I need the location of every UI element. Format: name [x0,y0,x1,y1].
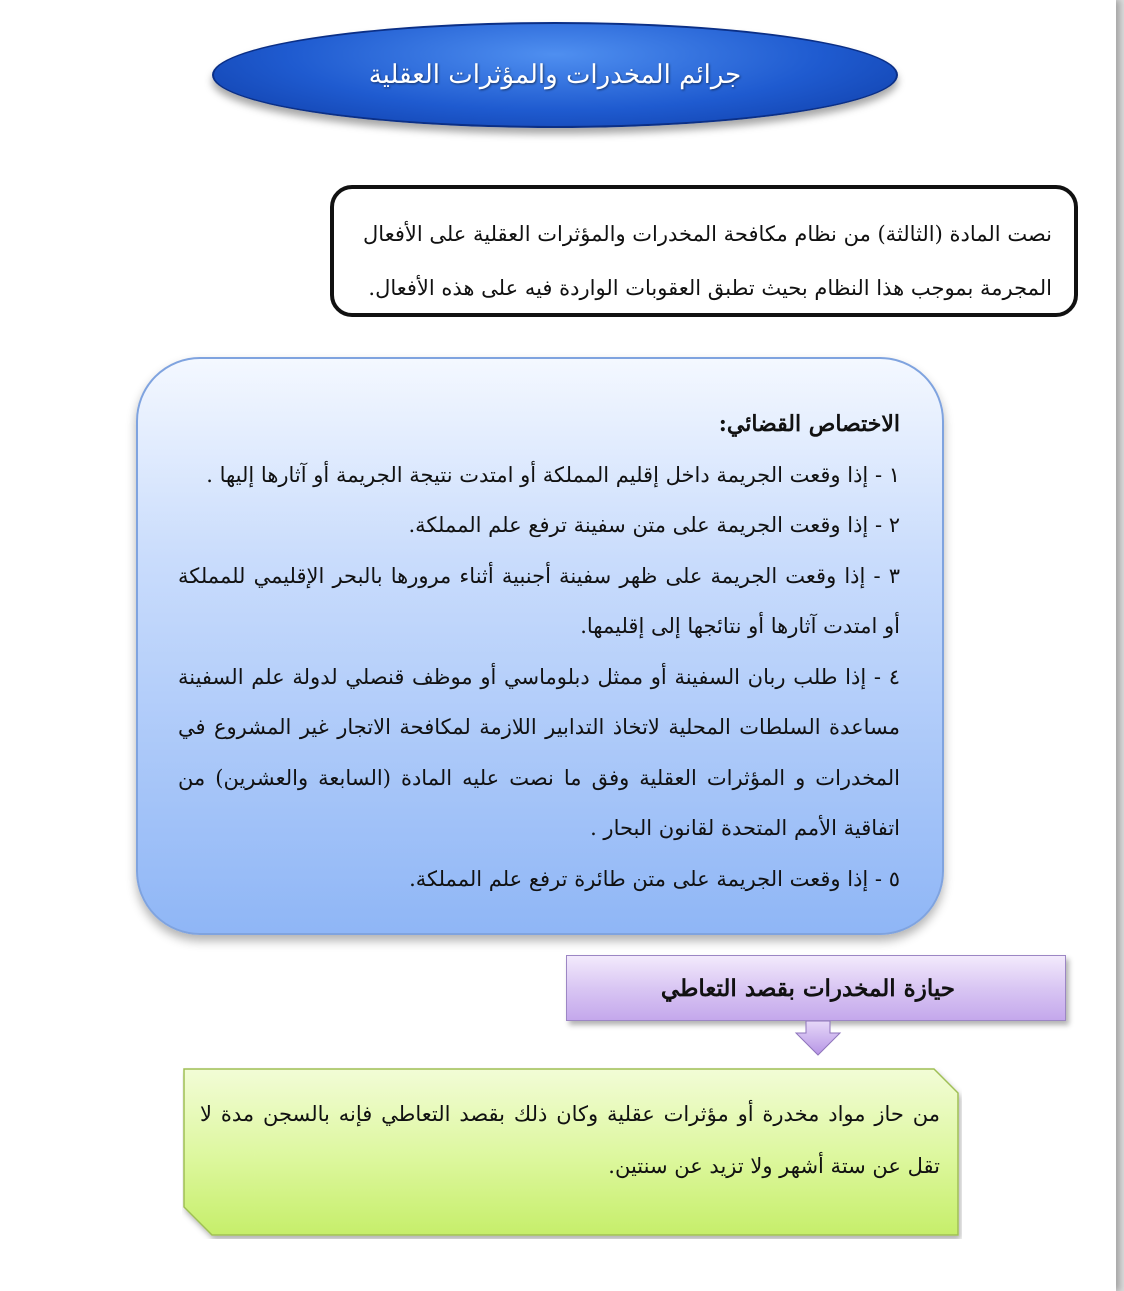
arrow-down-icon [794,1021,842,1057]
intro-box [330,185,1078,317]
penalty-text: من حاز مواد مخدرة أو مؤثرات عقلية وكان ذلك بقصد التعاطي فإنه بالسجن مدة لا تقل عن ستة أشهر ولا تزيد عن سنتين. [200,1102,940,1178]
title-banner [212,22,898,128]
jurisdiction-item-2: ٢ - إذا وقعت الجريمة على متن سفينة ترفع علم المملكة. [408,513,900,537]
jurisdiction-heading: الاختصاص القضائي: [718,411,900,437]
possession-title-box [566,955,1066,1021]
jurisdiction-item-4: ٤ - إذا طلب ربان السفينة أو ممثل دبلوماسي أو موظف قنصلي لدولة علم السفينة مساعدة السلطات المحلية لاتخاذ التدابير اللازمة لمكافحة الاتجار غير المشروع في المخدرات و المؤثرات العقلية وفق ما نصت عليه المادة (السابعة والعشرين) من اتفاقية الأمم المتحدة لقانون البحار . [178,664,900,840]
possession-title: حيازة المخدرات بقصد التعاطي [660,974,955,1002]
jurisdiction-item-5: ٥ - إذا وقعت الجريمة على متن طائرة ترفع علم المملكة. [409,866,900,891]
page-title: جرائم المخدرات والمؤثرات العقلية [368,60,742,90]
jurisdiction-item-3: ٣ - إذا وقعت الجريمة على ظهر سفينة أجنبية أثناء مرورها بالبحر الإقليمي للمملكة أو امتدت آثارها أو نتائجها إلى إقليمها. [178,563,900,638]
intro-line-2: المجرمة بموجب هذا النظام بحيث تطبق العقوبات الواردة فيه على هذه الأفعال. [368,276,1052,300]
jurisdiction-item-1: ١ - إذا وقعت الجريمة داخل إقليم المملكة أو امتدت نتيجة الجريمة أو آثارها إليها . [206,462,900,487]
intro-line-1: نصت المادة (الثالثة) من نظام مكافحة المخدرات والمؤثرات العقلية على الأفعال [363,222,1052,246]
jurisdiction-box [136,357,944,935]
